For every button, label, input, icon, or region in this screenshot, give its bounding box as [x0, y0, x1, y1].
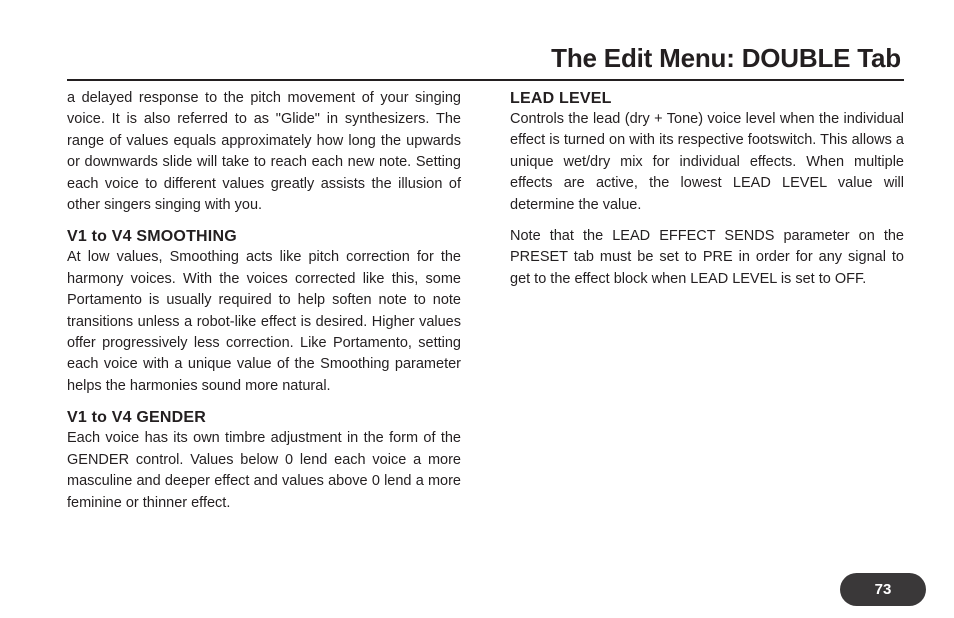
right-column — [510, 88, 904, 290]
lead-level-heading: LEAD LEVEL — [510, 90, 612, 107]
smoothing-heading: V1 to V4 SMOOTHING — [67, 228, 237, 246]
spacer — [67, 397, 461, 407]
lead-level-paragraph: Controls the lead (dry + Tone) voice level when the individual effect is turned on with its respective footswitch. This allows a unique wet/dry mix for individual effects. When multiple effects are active, the lowest LEAD LEVEL value will determine the value. — [510, 111, 904, 213]
spacer — [67, 216, 461, 226]
left-column — [67, 88, 461, 514]
page-number: 73 — [874, 581, 892, 598]
lead-level-note-paragraph: Note that the LEAD EFFECT SENDS parameter on the PRESET tab must be set to PRE in order for any signal to get to the effect block when LEAD LEVEL is set to OFF. — [510, 228, 904, 287]
intro-paragraph: a delayed response to the pitch movement of your singing voice. It is also referred to as "Glide" in synthesizers. The range of values equals approximately how long the upwards or downwards slide will take to reach each new note. Setting each voice to different values greatly assists the illusion of other singers singing with you. — [67, 90, 461, 214]
gender-heading: V1 to V4 GENDER — [67, 409, 207, 427]
gender-paragraph: Each voice has its own timbre adjustment in the form of the GENDER control. Values below 0 lend each voice a more masculine and deeper effect and values above 0 lend a more feminine or thinner effect. — [67, 430, 461, 511]
smoothing-paragraph: At low values, Smoothing acts like pitch correction for the harmony voices. With the voices corrected like this, some Portamento is usually required to help soften note to note transitions unless a robot-like effect is desired. Higher values offer progressively less correction. Like Portamento, setting each voice with a unique value of the Smoothing parameter helps the harmonies sound more natural. — [67, 249, 461, 394]
page-number-badge — [840, 573, 926, 606]
page-title: The Edit Menu: DOUBLE Tab — [551, 43, 901, 73]
header-rule — [67, 79, 904, 81]
spacer — [510, 216, 904, 226]
